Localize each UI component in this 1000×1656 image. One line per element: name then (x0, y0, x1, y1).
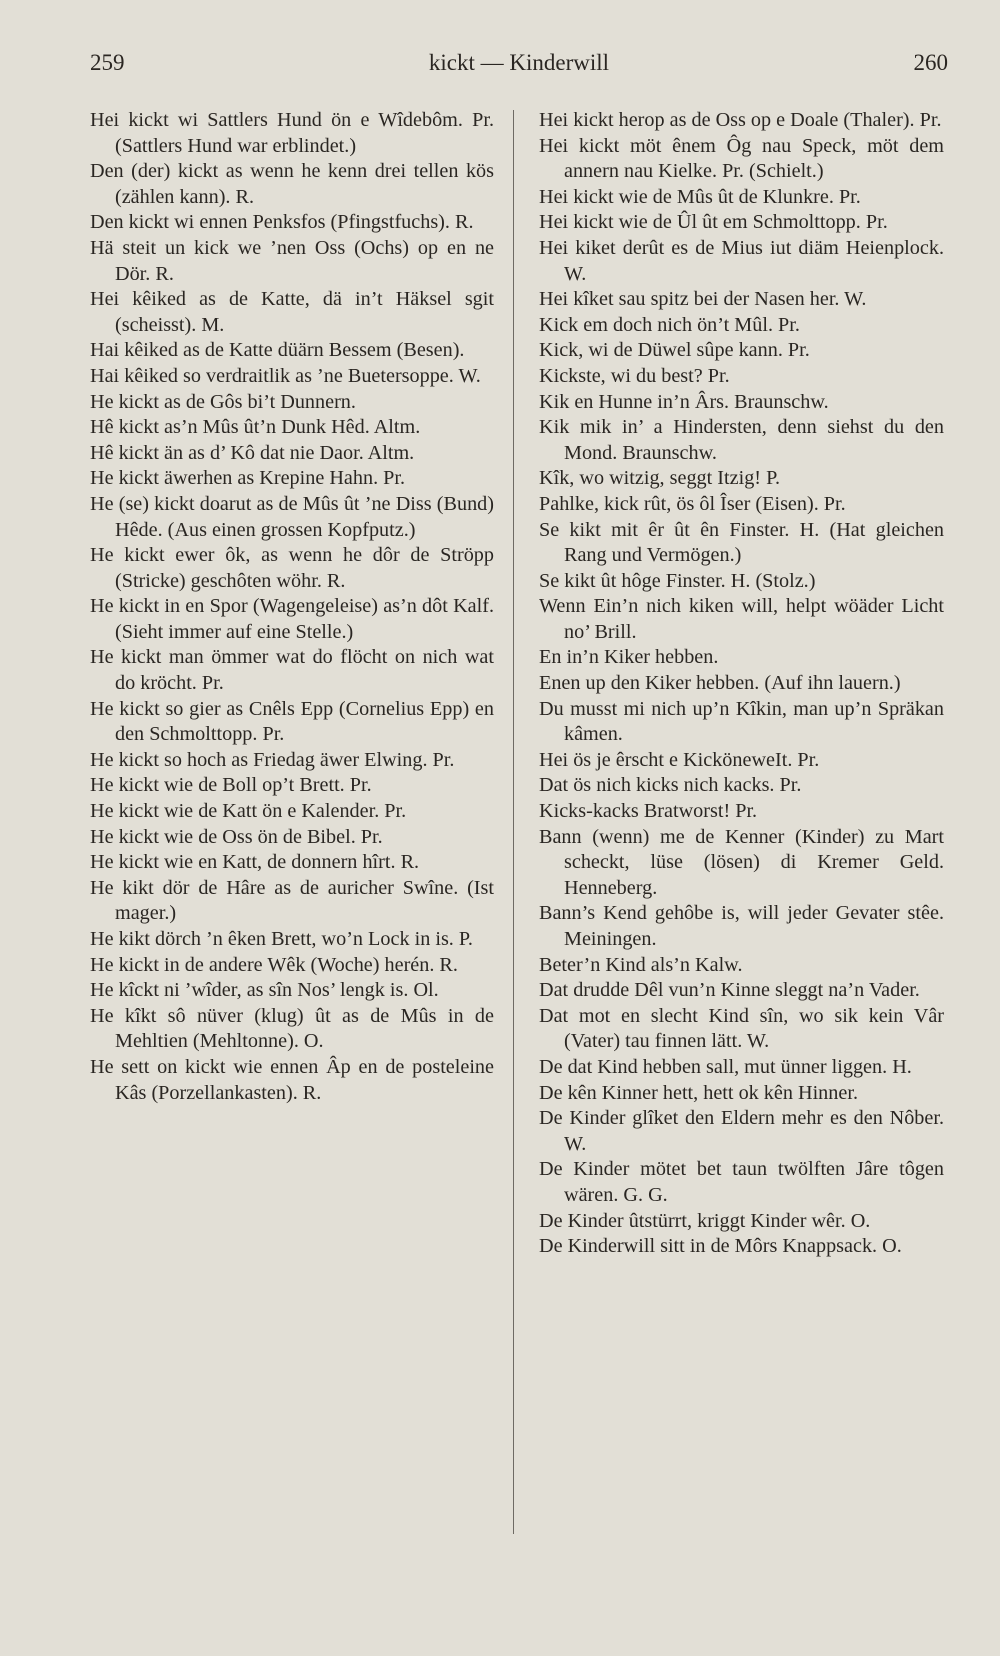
proverb-entry: Kick em doch nich ön’t Mûl. Pr. (539, 313, 800, 336)
proverb-entry: De kên Kinner hett, hett ok kên Hinner. (539, 1081, 858, 1104)
proverb-entry: He kickt äwerhen as Krepine Hahn. Pr. (90, 467, 406, 490)
proverb-entry: Dat ös nich kicks nich kacks. Pr. (539, 774, 802, 797)
proverb-entry: Hei kîket sau spitz bei der Nasen her. W. (539, 288, 867, 311)
proverb-entry: Pahlke, kick rût, ös ôl Îser (Eisen). Pr. (539, 492, 846, 515)
proverb-entry: Kick, wi de Düwel sûpe kann. Pr. (539, 339, 810, 362)
proverb-entry: He kîckt ni ’wîder, as sîn Nos’ lengk is. Ol. (90, 979, 439, 1002)
proverb-entry: He kickt wie de Oss ön de Bibel. Pr. (90, 825, 383, 848)
proverb-entry: He (se) kickt doarut as de Mûs ût ’ne Diss (Bund) Hêde. (Aus einen grossen Kopfputz.) (90, 492, 494, 541)
proverb-entry: En in’n Kiker hebben. (539, 646, 719, 669)
proverb-entry: Kicks-kacks Bratworst! Pr. (539, 800, 758, 823)
proverb-entry: Hei ös je êrscht e KicköneweIt. Pr. (539, 748, 820, 771)
proverb-entry: He kikt dörch ’n êken Brett, wo’n Lock in is. P. (90, 928, 473, 950)
proverb-entry: Bann (wenn) me de Kenner (Kinder) zu Mart scheckt, lüse (lösen) di Kremer Geld. Henneberg. (539, 825, 944, 899)
proverb-entry: De Kinder mötet bet taun twölften Jâre tôgen wären. G. G. (539, 1158, 944, 1206)
proverb-entry: Enen up den Kiker hebben. (Auf ihn lauern.) (539, 672, 901, 695)
page-number-left: 259 (90, 50, 125, 75)
column-divider (513, 110, 514, 1534)
proverb-entry: Dat mot en slecht Kind sîn, wo sik kein Vâr (Vater) tau finnen lätt. W. (539, 1004, 944, 1053)
left-column (90, 108, 494, 1106)
proverb-entry: Hei kickt wie de Ûl ût em Schmolttopp. Pr. (539, 211, 888, 234)
running-head: kickt — Kinderwill (428, 50, 610, 75)
proverb-entry: Hei kêiked as de Katte, dä in’t Häksel sgit (scheisst). M. (90, 288, 494, 336)
proverb-entry: Hê kickt än as d’ Kô dat nie Daor. Altm. (90, 441, 415, 464)
proverb-entry: Hai kêiked as de Katte düärn Bessem (Besen). (90, 339, 465, 362)
proverb-entry: He kickt so gier as Cnêls Epp (Cornelius Epp) en den Schmolttopp. Pr. (90, 697, 494, 746)
proverb-entry: He kickt wie de Boll op’t Brett. Pr. (90, 774, 372, 797)
proverb-entry: Hei kickt wi Sattlers Hund ön e Wîdebôm. Pr. (Sattlers Hund war erblindet.) (90, 109, 494, 157)
proverb-entry: He kickt so hoch as Friedag äwer Elwing. Pr. (90, 748, 455, 771)
proverb-entry: Kik en Hunne in’n Ârs. Braunschw. (539, 390, 829, 413)
page-header (90, 50, 948, 90)
proverb-entry: Hei kickt herop as de Oss op e Doale (Thaler). Pr. (539, 109, 942, 131)
proverb-entry: He kickt wie de Katt ön e Kalender. Pr. (90, 800, 407, 823)
proverb-entry: Du musst mi nich up’n Kîkin, man up’n Spräkan kâmen. (539, 697, 944, 746)
proverb-entry: He kikt dör de Hâre as de auricher Swîne. (Ist mager.) (90, 876, 494, 925)
proverb-entry: Hai kêiked so verdraitlik as ’ne Buetersoppe. W. (90, 364, 481, 387)
proverb-entry: He sett on kickt wie ennen Âp en de posteleine Kâs (Porzellankasten). R. (90, 1055, 494, 1104)
proverb-entry: He kickt in de andere Wêk (Woche) herén. R. (90, 953, 458, 976)
proverb-entry: De dat Kind hebben sall, mut ünner liggen. H. (539, 1055, 912, 1078)
proverb-entry: He kickt wie en Katt, de donnern hîrt. R. (90, 851, 420, 874)
right-column (539, 108, 944, 1260)
proverb-entry: Wenn Ein’n nich kiken will, helpt wöäder Licht no’ Brill. (539, 595, 944, 643)
proverb-entry: He kickt in en Spor (Wagengeleise) as’n dôt Kalf. (Sieht immer auf eine Stelle.) (90, 595, 494, 643)
proverb-entry: Se kikt mit êr ût ên Finster. H. (Hat gleichen Rang und Vermögen.) (539, 518, 944, 567)
proverb-entry: Hei kiket derût es de Mius iut diäm Heienplock. W. (539, 236, 944, 285)
proverb-entry: Kickste, wi du best? Pr. (539, 364, 730, 387)
proverb-entry: Kik mik in’ a Hindersten, denn siehst du den Mond. Braunschw. (539, 416, 944, 464)
proverb-entry: Kîk, wo witzig, seggt Itzig! P. (539, 467, 781, 490)
proverb-entry: De Kinder glîket den Eldern mehr es den Nôber. W. (539, 1107, 944, 1155)
proverb-entry: De Kinder ûtstürrt, kriggt Kinder wêr. O. (539, 1209, 871, 1232)
proverb-entry: Den kickt wi ennen Penksfos (Pfingstfuchs). R. (90, 211, 474, 234)
proverb-entry: Hê kickt as’n Mûs ût’n Dunk Hêd. Altm. (90, 416, 421, 439)
proverb-entry: Hä steit un kick we ’nen Oss (Ochs) op en ne Dör. R. (90, 236, 494, 285)
page-number-right: 260 (913, 50, 948, 75)
proverb-entry: He kîkt sô nüver (klug) ût as de Mûs in de Mehltien (Mehltonne). O. (90, 1004, 494, 1053)
proverb-entry: Bann’s Kend gehôbe is, will jeder Gevater stêe. Meiningen. (539, 902, 944, 950)
proverb-entry: Dat drudde Dêl vun’n Kinne sleggt na’n Vader. (539, 979, 920, 1002)
proverb-entry: Hei kickt wie de Mûs ût de Klunkre. Pr. (539, 185, 861, 208)
proverb-entry: He kickt man ömmer wat do flöcht on nich wat do kröcht. Pr. (90, 646, 494, 695)
proverb-entry: Beter’n Kind als’n Kalw. (539, 953, 743, 976)
proverb-entry: Den (der) kickt as wenn he kenn drei tellen kös (zählen kann). R. (90, 160, 494, 208)
proverb-entry: De Kinderwill sitt in de Môrs Knappsack. O. (539, 1235, 902, 1258)
proverb-entry: He kickt as de Gôs bi’t Dunnern. (90, 390, 356, 413)
proverb-entry: Se kikt ût hôge Finster. H. (Stolz.) (539, 569, 816, 592)
proverb-entry: Hei kickt möt ênem Ôg nau Speck, möt dem annern nau Kielke. Pr. (Schielt.) (539, 134, 944, 183)
proverb-entry: He kickt ewer ôk, as wenn he dôr de Ströpp (Stricke) geschôten wöhr. R. (90, 544, 494, 592)
